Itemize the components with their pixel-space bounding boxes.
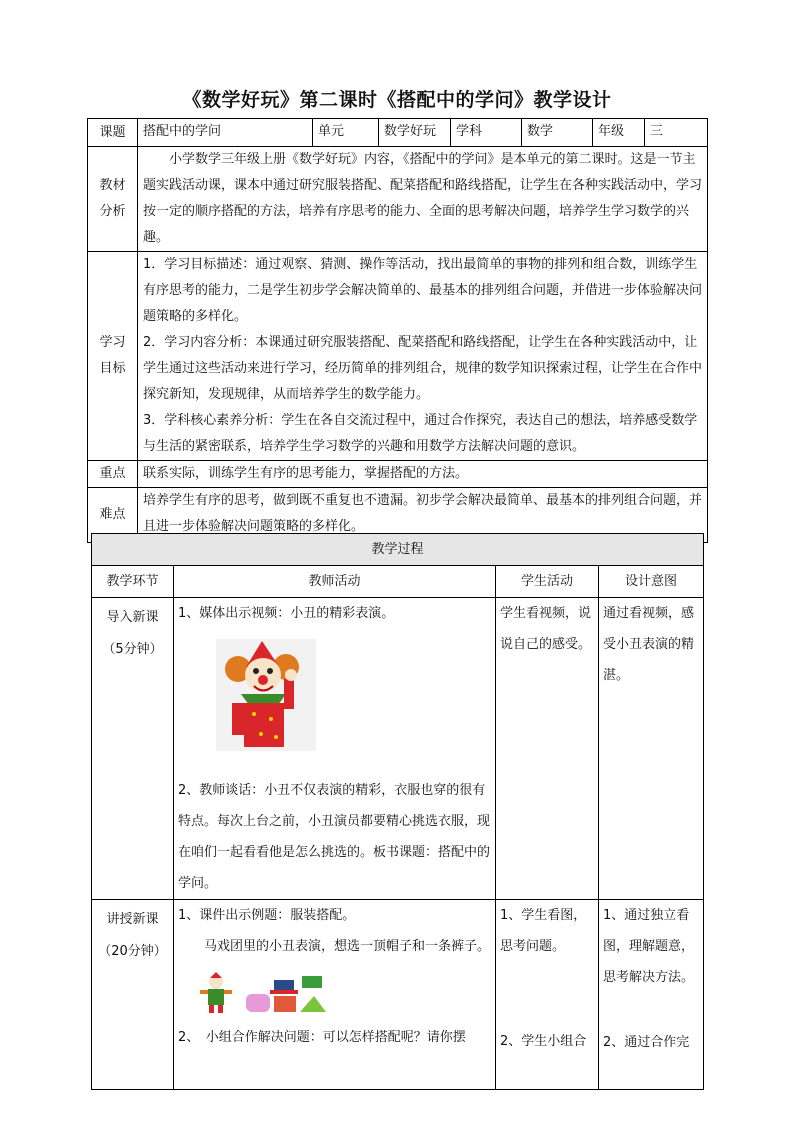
analysis-label-2: 分析 — [99, 204, 126, 219]
goals-label-2: 目标 — [99, 361, 126, 376]
student-cell-new — [496, 900, 599, 1090]
goals-label-1: 学习 — [99, 335, 126, 350]
student-step-1: 1、学生看图，思考问题。 — [500, 908, 587, 954]
hat-icons — [244, 972, 328, 1014]
goals-label — [88, 252, 138, 461]
intent-cell-intro: 通过看视频，感受小丑表演的精湛。 — [599, 598, 704, 900]
intent-cell-new — [599, 900, 704, 1090]
difficulty-text: 培养学生有序的思考，做到既不重复也不遗漏。初步学会解决最简单、最基本的排列组合问题，并且进一步体验解决问题策略的多样化。 — [138, 488, 708, 543]
analysis-label-1: 教材 — [99, 178, 126, 193]
student-cell-intro: 学生看视频，说说自己的感受。 — [496, 598, 599, 900]
process-table — [91, 533, 704, 1090]
student-step-2: 2、学生小组合 — [500, 1034, 587, 1049]
teacher-step-1: 1、媒体出示视频：小丑的精彩表演。 — [178, 606, 395, 621]
stage-cell-intro — [92, 598, 174, 900]
subject-value: 数学 — [522, 119, 593, 147]
col-teacher: 教师活动 — [174, 566, 496, 598]
unit-label: 单元 — [313, 119, 379, 147]
col-intent: 设计意图 — [599, 566, 704, 598]
goal-item-3: 3．学科核心素养分析：学生在各自交流过程中，通过合作探究，表达自己的想法，培养感受数学与生活的紧密联系，培养学生学习数学的兴趣和用数学方法解决问题的意识。 — [143, 413, 698, 454]
topic-label: 课题 — [88, 119, 138, 147]
goal-item-1: 1．学习目标描述：通过观察、猜测、操作等活动，找出最简单的事物的排列和组合数，训练学生有序思考的能力，二是学生初步学会解决简单的、最基本的排列组合问题，并借进一步体验解决问题策略的多样化。 — [143, 257, 703, 324]
subject-label: 学科 — [451, 119, 522, 147]
teacher-step-1: 1、课件出示例题：服装搭配。 — [178, 908, 356, 923]
teacher-cell-new — [174, 900, 496, 1090]
key-point-label: 重点 — [88, 461, 138, 488]
stage-time: （5分钟） — [102, 642, 163, 657]
analysis-label — [88, 147, 138, 252]
stage-name: 导入新课 — [106, 610, 159, 625]
grade-value: 三 — [645, 119, 708, 147]
teacher-step-2: 2、 小组合作解决问题：可以怎样搭配呢？请你摆 — [178, 1030, 466, 1045]
small-clown-picture — [196, 972, 236, 1014]
stage-cell-new — [92, 900, 174, 1090]
costume-pictures — [196, 972, 491, 1014]
intent-step-2: 2、通过合作完 — [603, 1035, 690, 1050]
key-point-text: 联系实际，训练学生有序的思考能力，掌握搭配的方法。 — [138, 461, 708, 488]
page-title: 《数学好玩》第二课时《搭配中的学问》教学设计 — [182, 89, 612, 111]
stage-name: 讲授新课 — [106, 912, 159, 927]
goals-content — [138, 252, 708, 461]
teacher-step-1-detail: 马戏团里的小丑表演，想选一顶帽子和一条裤子。 — [204, 939, 491, 954]
teacher-cell-intro — [174, 598, 496, 900]
topic-value: 搭配中的学问 — [138, 119, 313, 147]
intent-step-1: 1、通过独立看图，理解题意，思考解决方法。 — [603, 908, 695, 985]
process-header: 教学过程 — [92, 534, 704, 566]
stage-time: （20分钟） — [98, 944, 167, 959]
unit-value: 数学好玩 — [379, 119, 451, 147]
col-student: 学生活动 — [496, 566, 599, 598]
difficulty-label: 难点 — [88, 488, 138, 543]
analysis-text: 小学数学三年级上册《数学好玩》内容，《搭配中的学问》是本单元的第二课时。这是一节主题实践活动课，课本中通过研究服装搭配、配菜搭配和路线搭配，让学生在各种实践活动中，学习按一定的顺序搭配的方法，培养有序思考的能力、全面的思考解决问题，培养学生学习数学的兴趣。 — [138, 147, 708, 252]
col-stage: 教学环节 — [92, 566, 174, 598]
clown-picture — [216, 639, 316, 751]
info-table — [87, 118, 708, 543]
goal-item-2: 2．学习内容分析：本课通过研究服装搭配、配菜搭配和路线搭配，让学生在各种实践活动中，让学生通过这些活动来进行学习，经历简单的排列组合，规律的数学知识探索过程，让学生在合作中探究新知，发现规律，从而培养学生的数学能力。 — [143, 335, 703, 402]
grade-label: 年级 — [593, 119, 645, 147]
teacher-step-2: 2、教师谈话：小丑不仅表演的精彩，衣服也穿的很有特点。每次上台之前，小丑演员都要精心挑选衣服，现在咱们一起看看他是怎么挑选的。板书课题：搭配中的学问。 — [178, 783, 491, 891]
